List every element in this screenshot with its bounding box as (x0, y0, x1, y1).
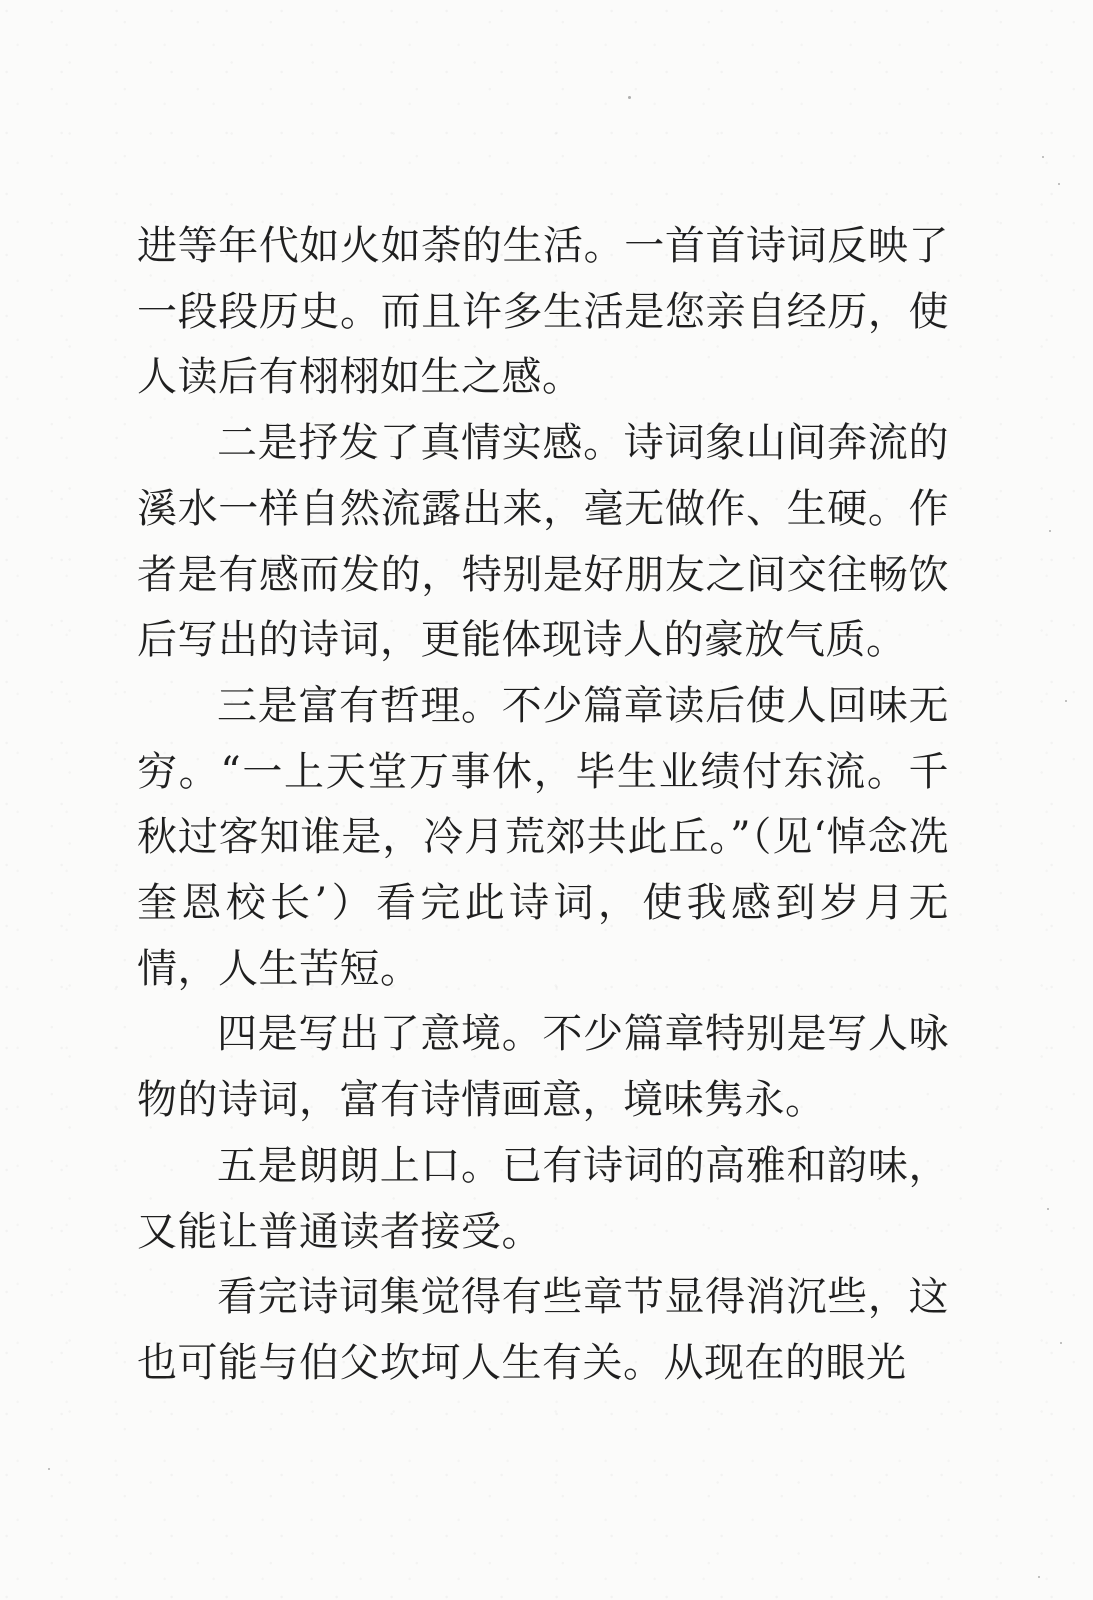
paper-speck (48, 1468, 50, 1470)
paper-speck (1042, 156, 1044, 158)
paragraph-point-five: 五是朗朗上口。已有诗词的高雅和韵味，又能让普通读者接受。 (137, 1142, 949, 1255)
paragraph-point-two: 二是抒发了真情实感。诗词象山间奔流的溪水一样自然流露出来，毫无做作、生硬。作者是有感而发的，特别是好朋友之间交往畅饮后写出的诗词，更能体现诗人的豪放气质。 (137, 420, 949, 664)
paper-speck (1038, 1576, 1040, 1578)
paper-speck (628, 96, 631, 99)
paragraph-point-three: 三是富有哲理。不少篇章读后使人回味无穷。“一上天堂万事休，毕生业绩付东流。千秋过客知谁是，冷月荒郊共此丘。”（见‘悼念冼奎恩校长’）看完此诗词，使我感到岁月无情，人生苦短。 (137, 682, 949, 992)
paper-speck (1065, 700, 1067, 702)
paragraph-continuation: 进等年代如火如荼的生活。一首首诗词反映了一段段历史。而且许多生活是您亲自经历，使人读后有栩栩如生之感。 (137, 223, 949, 401)
paper-speck (1060, 1342, 1062, 1344)
paragraph-conclusion: 看完诗词集觉得有些章节显得消沉些，这也可能与伯父坎坷人生有关。从现在的眼光 (137, 1274, 949, 1386)
paper-speck (1049, 530, 1051, 532)
paragraph-point-four: 四是写出了意境。不少篇章特别是写人咏物的诗词，富有诗情画意，境味隽永。 (137, 1011, 949, 1124)
chinese-body-text (137, 214, 949, 1397)
paper-speck (1058, 183, 1060, 185)
paper-speck (1047, 1208, 1049, 1210)
